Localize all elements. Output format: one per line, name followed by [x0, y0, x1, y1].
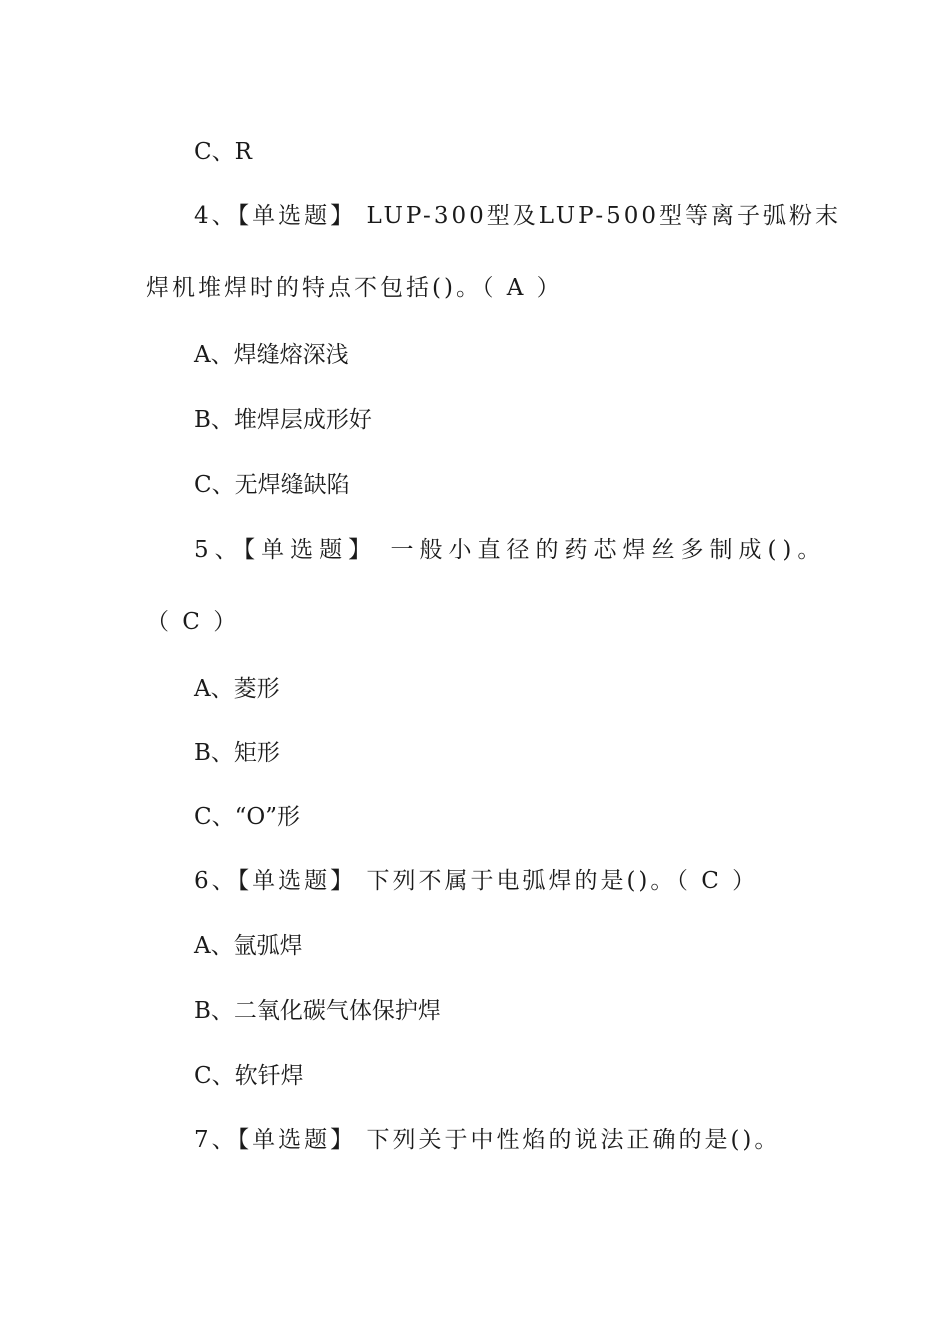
- question-4-title-cont: 焊机堆焊时的特点不包括()。（ A ）: [146, 275, 563, 301]
- option-c-prev: C、R: [194, 139, 252, 165]
- question-4-option-c: C、无焊缝缺陷: [194, 472, 350, 498]
- question-5-option-a: A、菱形: [194, 676, 280, 702]
- question-5-title: 5、【单选题】 一般小直径的药芯焊丝多制成()。: [194, 537, 827, 563]
- question-6-option-a: A、氩弧焊: [194, 933, 303, 959]
- question-4-option-b: B、堆焊层成形好: [194, 407, 372, 433]
- question-6-option-b: B、二氧化碳气体保护焊: [194, 998, 441, 1024]
- question-5-option-b: B、矩形: [194, 740, 280, 766]
- question-4-option-a: A、焊缝熔深浅: [194, 342, 349, 368]
- question-6-title: 6、【单选题】 下列不属于电弧焊的是()。（ C ）: [194, 868, 759, 894]
- question-5-option-c: C、“O”形: [194, 804, 300, 830]
- question-6-option-c: C、软钎焊: [194, 1063, 304, 1089]
- question-4-title: 4、【单选题】 LUP-300型及LUP-500型等离子弧粉末: [194, 203, 842, 229]
- question-7-title: 7、【单选题】 下列关于中性焰的说法正确的是()。: [194, 1127, 781, 1153]
- question-5-answer: （ C ）: [146, 609, 240, 635]
